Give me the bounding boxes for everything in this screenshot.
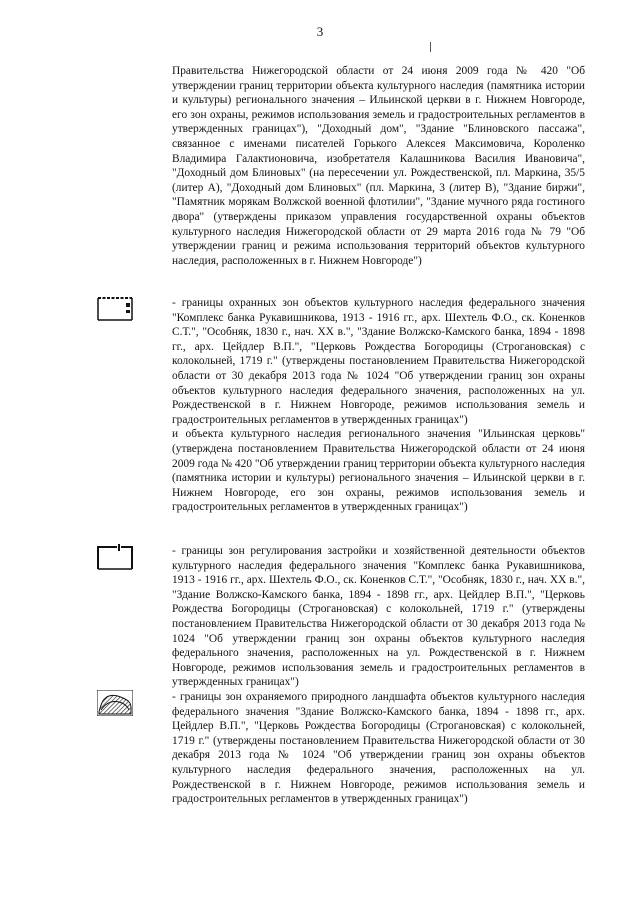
continuation-text: Правительства Нижегородской области от 24 июня 2009 года № 420 "Об утверждении границ территории объекта культурного наследия (памятника истории и культуры) регионального значения – Ильинской церкви в г. Нижнем Новгороде, его зон охраны, режимов использования земель и градостроительных регламентов в утвержденных границах"), "Доходный дом", "Здание "Блиновского пассажа", связанное с именами писателей Горького Алексея Максимовича, Короленко Владимира Галактионовича, изобретателя Калашникова Василия Ивановича", "Доходный дом Блиновых" (на пересечении ул. Рождественской, пл. Маркина, 35/5 (литер А), "Доходный дом Блиновых" (пл. Маркина, 3 (литер В), "Здание биржи", "Памятник морякам Волжской военной флотилии", "Здание мучного ряда гостиного двора" (утверждены приказом управления государственной охраны объектов культурного наследия Нижегородской области от 29 марта 2016 года № 79 "Об утверждении границ и режима использования территорий объектов культурного наследия, расположенных в г. Нижнем Новгороде") (172, 65, 585, 267)
legend-item-landscape-zones (172, 690, 585, 807)
legend-item-text: и объекта культурного наследия регионального значения "Ильинская церковь" (утверждена постановлением Правительства Нижегородской области от 24 июня 2009 года № 420 "Об утверждении границ территории объекта культурного наследия (памятника истории и культуры) регионального значения – Ильинской церкви в г. Нижнем Новгороде, его зон охраны, режимов использования земель и градостроительных регламентов в утвержденных границах") (172, 428, 585, 514)
legend-item-text: - границы зон охраняемого природного ландшафта объектов культурного наследия федерального значения "Здание Волжско-Камского банка, 1894 - 1898 гг., арх. Цейдлер В.П.", "Церковь Рождества Богородицы (Строгановская) с колокольней, 1719 г." (утверждены постановлением Правительства Нижегородской области от 30 декабря 2013 года № 1024 "Об утверждении границ зон охраны объектов культурного наследия федерального значения, расположенных на ул. Рождественской в г. Нижнем Новгороде, режимов использования земель и градостроительных регламентов в утвержденных границах") (172, 691, 585, 806)
dashed-boundary-icon (97, 296, 133, 322)
scan-mark (430, 42, 431, 52)
page-number: 3 (316, 24, 324, 39)
regulation-boundary-icon (97, 544, 133, 570)
legend-item-regulation-zones (172, 544, 585, 690)
legend-item-protection-zones (172, 296, 585, 515)
hatched-landscape-icon (97, 690, 133, 716)
legend-item-text: - границы охранных зон объектов культурного наследия федерального значения "Комплекс банка Рукавишникова, 1913 - 1916 гг., арх. Шехтель Ф.О., ск. Коненков С.Т.", "Особняк, 1830 г., нач. XX в.", "Здание Волжско-Камского банка, 1894 - 1898 гг., арх. Цейдлер В.П.", "Церковь Рождества Богородицы (Строгановская) с колокольней, 1719 г." (утверждены постановлением Правительства Нижегородской области от 30 декабря 2013 года № 1024 "Об утверждении границ зон охраны объектов культурного наследия федерального значения, расположенных на ул. Рождественской в г. Нижнем Новгороде, режимов использования земель и градостроительных регламентов в утвержденных границах") (172, 297, 585, 426)
legend-item-text: - границы зон регулирования застройки и хозяйственной деятельности объектов культурного наследия федерального значения "Комплекс банка Рукавишникова, 1913 - 1916 гг., арх. Шехтель Ф.О., ск. Коненков С.Т.", "Особняк, 1830 г., нач. XX в.", "Здание Волжско-Камского банка, 1894 - 1898 гг., арх. Цейдлер В.П.", "Церковь Рождества Богородицы (Строгановская) с колокольней, 1719 г." (утверждены постановлением Правительства Нижегородской области от 30 декабря 2013 года № 1024 "Об утверждении границ зон охраны объектов культурного наследия федерального значения, расположенных на ул. Рождественской в г. Нижнем Новгороде, режимов использования земель и градостроительных регламентов в утвержденных границах") (172, 545, 585, 689)
continuation-paragraph (172, 64, 585, 268)
